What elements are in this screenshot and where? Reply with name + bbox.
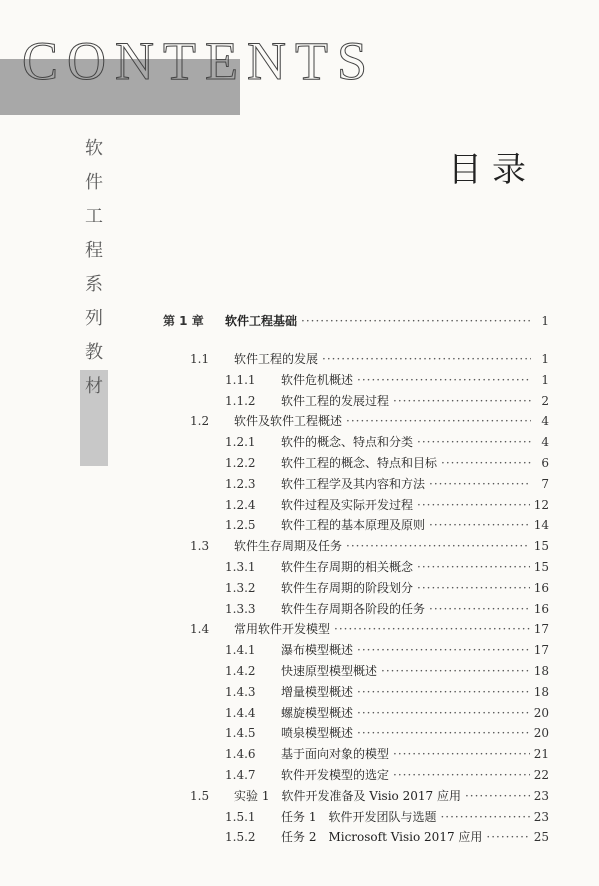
toc-label: 软件开发模型的选定 <box>281 768 390 782</box>
toc-label: 软件危机概述 <box>281 372 354 387</box>
toc-number: 1.4 <box>190 622 210 637</box>
toc-label: 软件的概念、特点和分类 <box>281 435 414 450</box>
toc-subsection-row[interactable] <box>225 724 549 741</box>
toc-label: 软件生存周期的阶段划分 <box>281 580 414 595</box>
toc-subsection-row[interactable] <box>225 808 549 825</box>
toc-section-row[interactable] <box>190 620 549 637</box>
toc-page-number: 20 <box>533 705 549 720</box>
toc-number: 第 1 章 <box>163 314 204 328</box>
toc-leader-dots <box>429 477 531 491</box>
toc-label: 软件过程及实际开发过程 <box>281 497 414 512</box>
toc-subsection-row[interactable] <box>225 433 549 450</box>
toc-label: 软件工程的基本原理及原则 <box>281 518 426 533</box>
toc-label: 瀑布模型概述 <box>281 643 354 658</box>
page-title: 目录 <box>448 150 536 190</box>
series-char: 程 <box>85 240 103 261</box>
toc-label: 任务 1 软件开发团队与选题 <box>281 809 437 824</box>
toc-subsection-row[interactable] <box>225 662 549 679</box>
toc-page-number: 18 <box>533 684 549 699</box>
toc-leader-dots <box>417 498 530 512</box>
toc-number: 1.3.1 <box>225 560 256 574</box>
toc-label: 软件工程学及其内容和方法 <box>281 476 426 491</box>
toc-page-number: 6 <box>541 456 549 470</box>
toc-leader-dots <box>357 373 531 387</box>
series-char: 件 <box>85 172 103 193</box>
toc-number: 1.2 <box>190 414 210 429</box>
toc-number: 1.1.2 <box>225 393 256 408</box>
toc-page-number: 22 <box>533 768 549 782</box>
toc-leader-dots <box>357 685 530 699</box>
toc-subsection-row[interactable] <box>225 475 549 492</box>
toc-leader-dots <box>357 726 530 740</box>
toc-leader-dots <box>393 768 530 782</box>
toc-page-number: 4 <box>541 435 549 450</box>
toc-label: 任务 2 Microsoft Visio 2017 应用 <box>281 830 483 845</box>
toc-leader-dots <box>301 314 531 328</box>
series-char: 列 <box>85 308 103 329</box>
toc-number: 1.2.4 <box>225 497 256 512</box>
toc-subsection-row[interactable] <box>225 641 549 658</box>
toc-leader-dots <box>417 560 530 574</box>
toc-label: 软件工程的概念、特点和目标 <box>281 456 438 470</box>
toc-leader-dots <box>417 435 531 449</box>
toc-page-number: 4 <box>541 414 549 429</box>
toc-leader-dots <box>429 518 530 532</box>
toc-page-number: 16 <box>533 580 549 595</box>
toc-subsection-row[interactable] <box>225 683 549 700</box>
toc-subsection-row[interactable] <box>225 371 549 388</box>
toc-page-number: 15 <box>533 560 549 574</box>
toc-number: 1.2.2 <box>225 456 256 470</box>
series-char: 工 <box>85 206 103 227</box>
toc-page-number: 17 <box>533 643 549 658</box>
toc-subsection-row[interactable] <box>225 454 549 471</box>
toc-label: 软件生存周期及任务 <box>234 539 343 554</box>
toc-leader-dots <box>393 747 530 761</box>
toc-page-number: 1 <box>541 372 549 387</box>
toc-number: 1.5.1 <box>225 809 256 824</box>
toc-number: 1.4.5 <box>225 726 256 741</box>
toc-page-number: 21 <box>533 747 549 762</box>
series-char: 系 <box>85 274 103 295</box>
toc-leader-dots <box>334 622 530 636</box>
toc-page-number: 23 <box>533 809 549 824</box>
toc-number: 1.4.6 <box>225 747 256 762</box>
toc-subsection-row[interactable] <box>225 600 549 617</box>
toc-subsection-row[interactable] <box>225 828 549 845</box>
toc-chapter-row[interactable] <box>163 312 549 329</box>
toc-number: 1.4.1 <box>225 643 256 658</box>
series-char: 材 <box>85 376 103 397</box>
toc-number: 1.2.5 <box>225 518 256 533</box>
toc-number: 1.2.1 <box>225 435 256 450</box>
toc-label: 软件生存周期的相关概念 <box>281 560 414 574</box>
toc-subsection-row[interactable] <box>225 579 549 596</box>
toc-page-number: 23 <box>533 788 549 803</box>
toc-subsection-row[interactable] <box>225 516 549 533</box>
toc-subsection-row[interactable] <box>225 704 549 721</box>
toc-label: 常用软件开发模型 <box>234 622 331 637</box>
toc-label: 软件及软件工程概述 <box>234 414 343 429</box>
toc-section-row[interactable] <box>190 412 549 429</box>
toc-subsection-row[interactable] <box>225 745 549 762</box>
toc-leader-dots <box>357 643 530 657</box>
contents-heading: CONTENTS <box>22 31 376 91</box>
toc-leader-dots <box>429 602 530 616</box>
toc-number: 1.4.4 <box>225 705 256 720</box>
toc-page-number: 2 <box>541 393 549 408</box>
toc-label: 基于面向对象的模型 <box>281 747 390 762</box>
series-char: 教 <box>85 342 103 363</box>
series-title <box>80 134 108 406</box>
toc-leader-dots <box>322 352 531 366</box>
toc-number: 1.5 <box>190 788 210 803</box>
toc-leader-dots <box>417 581 530 595</box>
toc-section-row[interactable] <box>190 787 549 804</box>
toc-page-number: 15 <box>533 539 549 554</box>
toc-leader-dots <box>357 706 530 720</box>
toc-section-row[interactable] <box>190 537 549 554</box>
toc-leader-dots <box>381 664 530 678</box>
toc-label: 软件工程的发展过程 <box>281 393 390 408</box>
toc-number: 1.1 <box>190 352 210 366</box>
toc-leader-dots <box>346 539 530 553</box>
toc-subsection-row[interactable] <box>225 766 549 783</box>
toc-page-number: 7 <box>541 476 549 491</box>
toc-label: 螺旋模型概述 <box>281 705 354 720</box>
toc-leader-dots <box>486 830 529 844</box>
toc-leader-dots <box>441 456 531 470</box>
toc-page-number: 14 <box>533 518 549 533</box>
toc-number: 1.3.3 <box>225 601 256 616</box>
toc-number: 1.4.7 <box>225 768 256 782</box>
toc-leader-dots <box>465 789 530 803</box>
toc-section-row[interactable] <box>190 350 549 367</box>
toc-page-number: 25 <box>533 830 549 845</box>
toc-leader-dots <box>440 810 529 824</box>
toc-label: 实验 1 软件开发准备及 Visio 2017 应用 <box>234 788 461 803</box>
toc-leader-dots <box>393 394 531 408</box>
toc-number: 1.2.3 <box>225 476 256 491</box>
toc-leader-dots <box>346 414 531 428</box>
toc-label: 增量模型概述 <box>281 684 354 699</box>
toc-page-number: 1 <box>541 314 549 328</box>
toc-number: 1.1.1 <box>225 372 256 387</box>
toc-label: 喷泉模型概述 <box>281 726 354 741</box>
toc-subsection-row[interactable] <box>225 558 549 575</box>
toc-label: 软件工程的发展 <box>234 352 319 366</box>
toc-number: 1.3.2 <box>225 580 256 595</box>
toc-label: 软件生存周期各阶段的任务 <box>281 601 426 616</box>
toc-subsection-row[interactable] <box>225 392 549 409</box>
toc-subsection-row[interactable] <box>225 496 549 513</box>
toc-page-number: 20 <box>533 726 549 741</box>
toc-label: 快速原型模型概述 <box>281 664 378 678</box>
toc-number: 1.3 <box>190 539 210 554</box>
toc-number: 1.5.2 <box>225 830 256 845</box>
toc-page-number: 17 <box>533 622 549 637</box>
toc-label: 软件工程基础 <box>225 314 298 328</box>
series-char: 软 <box>85 138 103 159</box>
toc-page-number: 1 <box>541 352 549 366</box>
toc-number: 1.4.2 <box>225 664 256 678</box>
toc-number: 1.4.3 <box>225 684 256 699</box>
toc-page-number: 12 <box>533 497 549 512</box>
toc-page-number: 18 <box>533 664 549 678</box>
toc-page-number: 16 <box>533 601 549 616</box>
